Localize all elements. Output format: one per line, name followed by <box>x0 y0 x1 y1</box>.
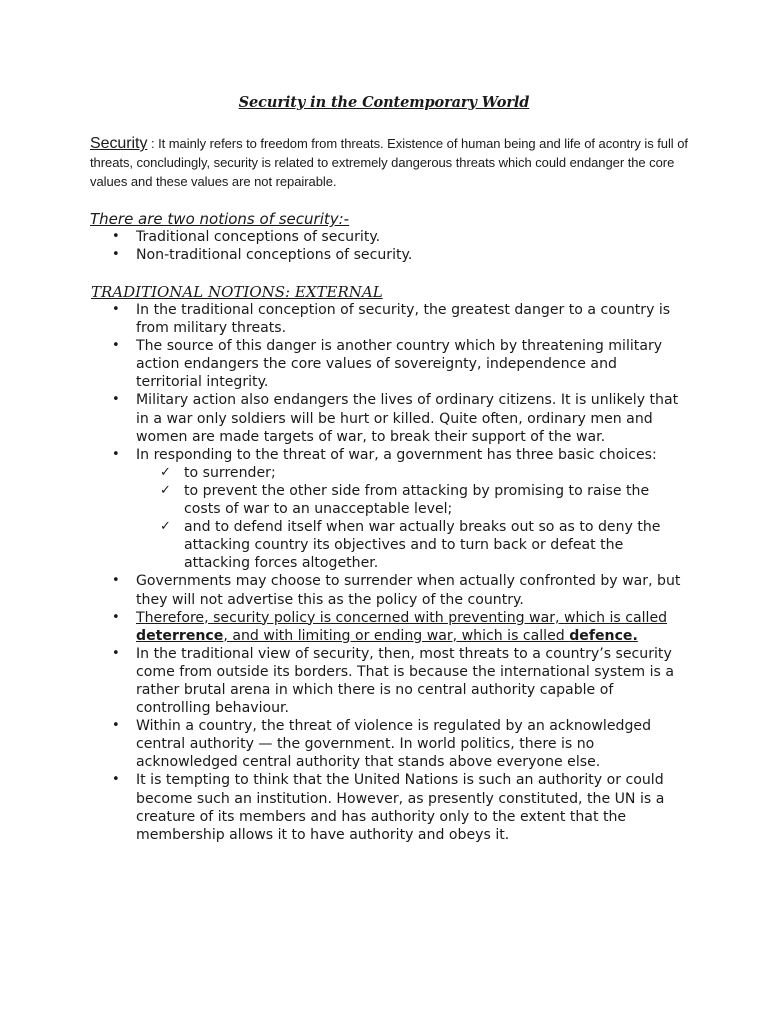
defence-term: defence. <box>569 627 638 644</box>
list-item: • Traditional conceptions of security. <box>112 229 381 245</box>
bullet-icon: • <box>112 338 120 354</box>
bullet-icon: • <box>112 609 120 625</box>
bullet-icon: • <box>112 229 120 244</box>
choice-item: ✓ to prevent the other side from attacking by promising to raise the costs of war to an unacceptable level; <box>160 482 650 518</box>
list-item-deterrence <box>112 609 684 645</box>
deterrence-term: deterrence <box>136 627 224 644</box>
checkmark-icon: ✓ <box>160 519 171 535</box>
bullet-icon: • <box>112 247 120 263</box>
notions-list <box>112 228 696 264</box>
list-item: • Military action also endangers the lives of ordinary citizens. It is unlikely that in a war only soldiers will be hurt or killed. Quite often, ordinary men and women are made targets of war, to break their support of the war. <box>112 392 679 445</box>
deterrence-text-1: Therefore, security policy is concerned with preventing war, which is called <box>136 609 668 626</box>
list-item: • In responding to the threat of war, a government has three basic choices: ✓ to surrender; ✓ to prevent the other side from attacking by promising to raise the costs of war to an unacceptable level; ✓ and to defend itself when war actually breaks out so as to deny the attacking country its objectives and to turn back or defeat the attacking forces altogether. <box>136 446 684 573</box>
bullet-icon: • <box>112 718 120 734</box>
notions-heading: There are two notions of security:- <box>90 210 350 228</box>
page-title: Security in the Contemporary World <box>238 94 530 111</box>
bullet-icon: • <box>112 392 120 408</box>
list-item: • It is tempting to think that the United Nations is such an authority or could become such an institution. However, as presently constituted, the UN is a creature of its members and has authority only to the extent that the membership allows it to have authority and obeys it. <box>112 772 665 843</box>
list-item: • In the traditional conception of security, the greatest danger to a country is from military threats. <box>112 302 671 337</box>
list-item: • The source of this danger is another country which by threatening military action endangers the core values of sovereignty, independence and territorial integrity. <box>112 338 663 391</box>
checkmark-icon: ✓ <box>160 464 171 480</box>
list-item: • Governments may choose to surrender when actually confronted by war, but they will not advertise this as the policy of the country. <box>112 573 681 608</box>
definition-separator: : <box>147 136 159 151</box>
bullet-icon: • <box>112 302 120 317</box>
choice-item: ✓ to surrender; <box>160 464 276 481</box>
checkmark-icon: ✓ <box>160 482 171 498</box>
bullet-icon: • <box>112 645 120 661</box>
security-term: Security <box>90 135 148 152</box>
list-item: • Within a country, the threat of violence is regulated by an acknowledged central authority — the government. In world politics, there is no acknowledged central authority that stands above everyone else. <box>112 718 652 771</box>
list-item: • In the traditional view of security, then, most threats to a country’s security come from outside its borders. That is because the international system is a rather brutal arena in which there is no central authority capable of controlling behaviour. <box>112 645 675 717</box>
deterrence-text-2: , and with limiting or ending war, which is called <box>223 627 570 644</box>
choice-item: ✓ and to defend itself when war actually breaks out so as to deny the attacking country its objectives and to turn back or defeat the attacking forces altogether. <box>160 519 661 572</box>
bullet-icon: • <box>112 446 120 462</box>
security-definition <box>90 134 690 191</box>
list-item: • Non-traditional conceptions of security. <box>112 247 413 264</box>
traditional-list <box>112 301 684 844</box>
bullet-icon: • <box>112 772 120 788</box>
choices-list <box>136 464 684 573</box>
definition-text: It mainly refers to freedom from threats. Existence of human being and life of acontry is full of threats, concludingly, security is related to extremely dangerous threats which could endanger the core values and these values are not repairable. <box>90 136 688 189</box>
bullet-icon: • <box>112 573 120 589</box>
traditional-heading: TRADITIONAL NOTIONS: EXTERNAL <box>91 283 383 301</box>
